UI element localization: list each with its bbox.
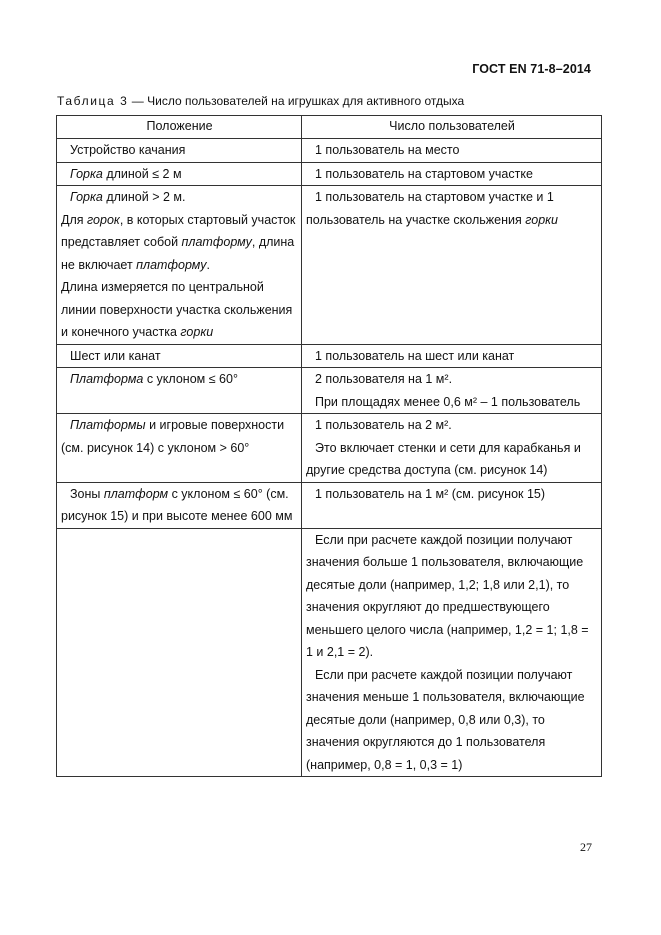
cell-users	[302, 482, 602, 528]
cell-paragraph: Это включает стенки и сети для карабканья и другие средства доступа (см. рисунок 14)	[306, 440, 581, 477]
cell-position	[57, 414, 302, 483]
cell-text: Устройство качания	[70, 143, 186, 157]
cell-position	[57, 482, 302, 528]
table-row	[57, 414, 602, 483]
cell-text: Длина измеряется по центральной линии поверхности участка скольжения и конечного участка	[61, 280, 293, 339]
cell-paragraph: Если при расчете каждой позиции получают значения больше 1 пользователя, включающие десятые доли (например, 1,2; 1,8 или 2,1), то значения округляют до предшествующего меньшего целого числа (например, 1,2 = 1; 1,8 = 1 и 2,1 = 2).	[306, 532, 589, 659]
cell-term: горок	[87, 212, 120, 227]
cell-paragraph: Если при расчете каждой позиции получают значения меньше 1 пользователя, включающие десятые доли (например, 0,8 или 0,3), то значения округляются до 1 пользователя (например, 0,8 = 1, 0,3 = 1)	[306, 667, 585, 772]
cell-paragraph	[61, 209, 298, 277]
cell-users	[302, 162, 602, 186]
cell-paragraph: 2 пользователя на 1 м².	[315, 372, 453, 386]
cell-paragraph	[61, 186, 298, 209]
cell-users	[302, 368, 602, 414]
cell-text: длиной ≤ 2 м	[102, 166, 182, 181]
cell-term: горки	[525, 212, 559, 227]
cell-term: платформу	[136, 257, 207, 272]
header-user-count: Число пользователей	[302, 116, 602, 139]
table-row	[57, 186, 602, 345]
cell-term: платформу	[181, 235, 252, 249]
cell-users	[302, 186, 602, 345]
cell-text: с уклоном ≤ 60° (см. рисунок 15) и при высоте менее 600 мм	[61, 486, 293, 523]
cell-position	[57, 162, 302, 186]
document-code: ГОСТ EN 71-8–2014	[472, 62, 591, 76]
cell-term: горки	[180, 325, 214, 339]
table-row	[57, 482, 602, 528]
cell-users	[302, 139, 602, 163]
cell-paragraph: При площадях менее 0,6 м² – 1 пользователь	[315, 394, 581, 409]
cell-paragraph	[61, 276, 298, 344]
cell-text: Зоны	[70, 486, 104, 501]
table-caption-text: — Число пользователей на игрушках для активного отдыха	[128, 94, 465, 108]
cell-text: 1 пользователь на место	[315, 143, 460, 157]
cell-term: Платформы	[70, 418, 146, 432]
cell-position-empty	[57, 528, 302, 777]
cell-text: .	[206, 257, 210, 272]
cell-term: Горка	[70, 166, 103, 181]
cell-text: Шест или канат	[70, 348, 161, 363]
users-table	[56, 115, 602, 777]
cell-text: 1 пользователь на шест или канат	[315, 348, 515, 363]
cell-text: длиной > 2 м.	[102, 190, 186, 204]
cell-text: с уклоном ≤ 60°	[143, 372, 238, 386]
table-header-row	[57, 116, 602, 139]
cell-paragraph: 1 пользователь на 2 м².	[315, 418, 452, 432]
cell-paragraph	[306, 186, 598, 231]
cell-text: 1 пользователь на стартовом участке и 1 пользователь на участке скольжения	[306, 190, 554, 227]
cell-users	[302, 528, 602, 777]
cell-text: Для	[61, 212, 88, 227]
header-position: Положение	[57, 116, 302, 139]
cell-users	[302, 414, 602, 483]
cell-position	[57, 186, 302, 345]
table-row	[57, 162, 602, 186]
cell-position	[57, 344, 302, 368]
table-caption	[57, 94, 464, 108]
cell-text: , в которых стартовый участок представляет собой	[61, 212, 296, 249]
cell-position	[57, 368, 302, 414]
cell-text: 1 пользователь на стартовом участке	[315, 166, 533, 181]
cell-term: Платформа	[70, 372, 144, 386]
table-row	[57, 528, 602, 777]
table-row	[57, 139, 602, 163]
page-number: 27	[580, 840, 592, 854]
cell-text: и игровые поверхности (см. рисунок 14) с уклоном > 60°	[61, 418, 285, 455]
cell-term: платформ	[103, 486, 169, 501]
cell-text: , длина не включает	[61, 235, 295, 272]
table-caption-label: Таблица 3	[57, 94, 129, 108]
table-row	[57, 344, 602, 368]
cell-text: 1 пользователь на 1 м² (см. рисунок 15)	[315, 486, 546, 501]
cell-position	[57, 139, 302, 163]
table-row	[57, 368, 602, 414]
cell-term: Горка	[70, 190, 103, 204]
cell-users	[302, 344, 602, 368]
